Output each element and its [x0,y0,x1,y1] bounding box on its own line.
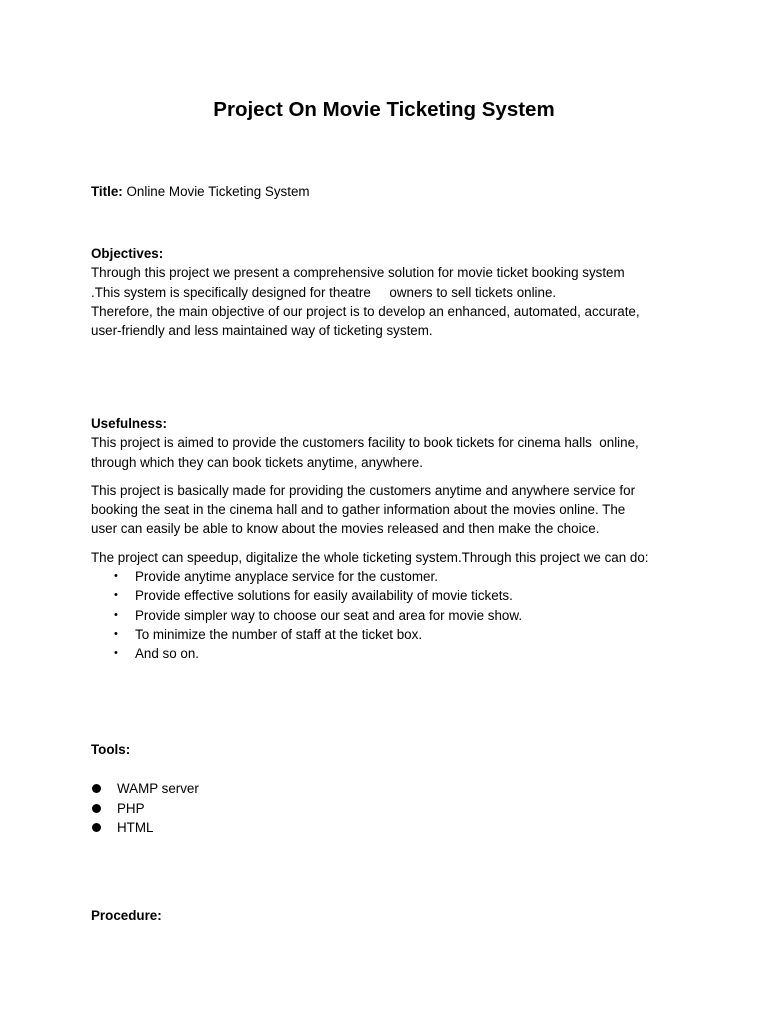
usefulness-para3: The project can speedup, digitalize the whole ticketing system.Through this project we can do: [91,549,649,565]
list-item: HTML [91,818,691,837]
usefulness-para2-line: This project is basically made for providing the customers anytime and anywhere service for [91,482,636,498]
procedure-section [91,906,691,925]
list-item: • And so on. [91,644,691,663]
usefulness-section [91,414,691,664]
bullet-icon: • [114,589,118,602]
usefulness-bullet-list [91,567,691,663]
bullet-icon: • [114,570,118,583]
tools-list [91,779,691,837]
objectives-line: .This system is specifically designed for theatre owners to sell tickets online. [91,284,557,300]
usefulness-para2-line: user can easily be able to know about the movies released and then make the choice. [91,521,600,537]
usefulness-para1-line: This project is aimed to provide the customers facility to book tickets for cinema halls online, [91,435,639,451]
procedure-heading: Procedure: [91,908,162,923]
bullet-icon: • [114,608,118,621]
usefulness-heading: Usefulness: [91,416,167,431]
tools-heading: Tools: [91,742,131,757]
list-item: WAMP server [91,779,691,798]
objectives-section [91,244,691,340]
title-value: Online Movie Ticketing System [126,184,310,199]
bullet-icon: • [114,647,118,660]
document-title: Project On Movie Ticketing System [213,98,555,121]
bullet-icon [92,784,101,793]
usefulness-para2-line: booking the seat in the cinema hall and to gather information about the movies online. The [91,502,626,518]
bullet-icon [92,823,101,832]
objectives-line: user-friendly and less maintained way of ticketing system. [91,323,433,339]
list-item: • Provide effective solutions for easily availability of movie tickets. [91,586,691,605]
list-item: • To minimize the number of staff at the ticket box. [91,625,691,644]
objectives-heading: Objectives: [91,246,164,261]
tools-section [91,740,691,837]
title-label: Title: [91,184,123,199]
list-item: • Provide anytime anyplace service for the customer. [91,567,691,586]
bullet-icon: • [114,627,118,640]
objectives-line: Through this project we present a comprehensive solution for movie ticket booking system [91,265,625,281]
list-item: PHP [91,799,691,818]
bullet-icon [92,804,101,813]
usefulness-para1-line: through which they can book tickets anytime, anywhere. [91,454,423,470]
list-item: • Provide simpler way to choose our seat and area for movie show. [91,606,691,625]
objectives-line: Therefore, the main objective of our project is to develop an enhanced, automated, accurate, [91,303,640,319]
title-line [91,182,691,201]
